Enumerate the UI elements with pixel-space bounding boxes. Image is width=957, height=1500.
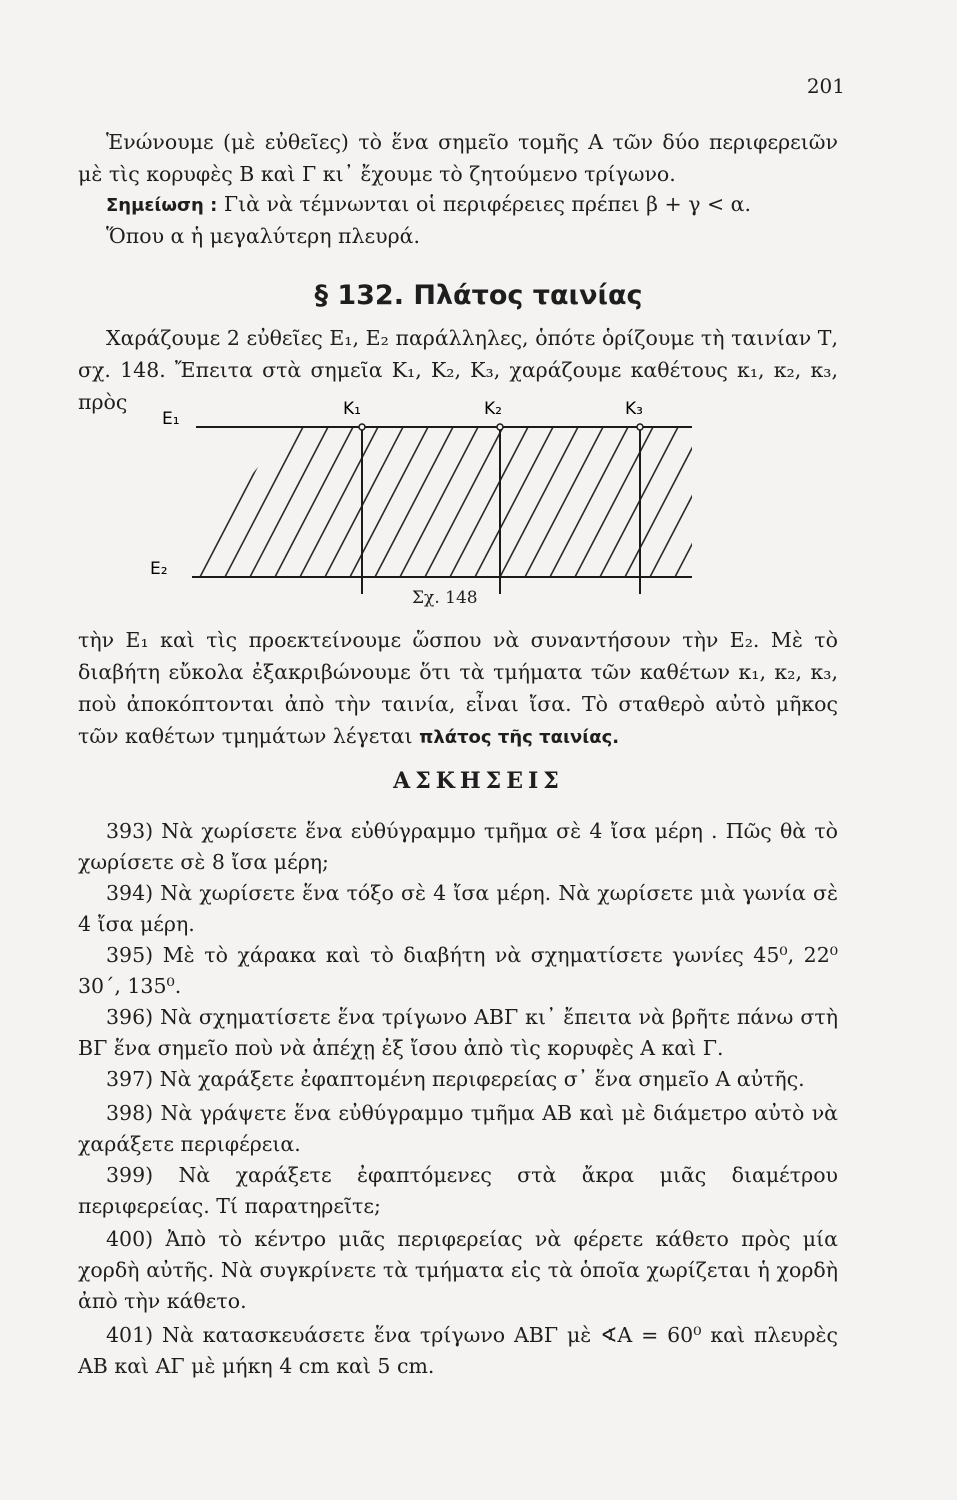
body-paragraph-1: Χαράζουμε 2 εὐθεῖες Ε₁, Ε₂ παράλληλες, ὁπότε ὁρίζουμε τὴ ταινίαν Τ, σχ. 148. Ἔπειτα στὰ σημεῖα Κ₁, Κ₂, Κ₃, χαράζουμε καθέτους κ₁, κ₂, κ₃, πρὸς xyxy=(78,326,838,414)
exercise-394: 394) Νὰ χωρίσετε ἕνα τόξο σὲ 4 ἴσα μέρη. Νὰ χωρίσετε μιὰ γωνία σὲ 4 ἴσα μέρη. xyxy=(78,881,838,936)
intro-paragraph: Ἑνώνουμε (μὲ εὐθεῖες) τὸ ἕνα σημεῖο τομῆς Α τῶν δύο περιφερειῶν μὲ τὶς κορυφὲς Β καὶ Γ κι᾽ ἔχουμε τὸ ζητούμενο τρίγωνο. xyxy=(78,130,838,186)
point-k1 xyxy=(359,424,365,430)
body-paragraph-2-text: τὴν Ε₁ καὶ τὶς προεκτείνουμε ὥσπου νὰ συναντήσουν τὴν Ε₂. Μὲ τὸ διαβήτη εὔκολα ἐξακριβώνουμε ὅτι τὰ τμήματα τῶν καθέτων κ₁, κ₂, κ₃, ποὺ ἀποκόπτονται ἀπὸ τὴν ταινία, εἶναι ἴσα. Τὸ σταθερὸ αὐτὸ μῆκος τῶν καθέτων τμημάτων λέγεται xyxy=(78,628,838,748)
figure-caption: Σχ. 148 xyxy=(412,588,478,608)
note-text: Γιὰ νὰ τέμνωνται οἱ περιφέρειες πρέπει β + γ < α. xyxy=(223,192,752,216)
definition-term: πλάτος τῆς ταινίας. xyxy=(419,727,620,748)
note-label: Σημείωση : xyxy=(106,195,218,216)
exercise-393: 393) Νὰ χωρίσετε ἕνα εὐθύγραμμο τμῆμα σὲ 4 ἴσα μέρη . Πῶς θὰ τὸ χωρίσετε σὲ 8 ἴσα μέρη; xyxy=(78,819,838,874)
label-e1: Ε₁ xyxy=(162,409,180,429)
label-e2: Ε₂ xyxy=(150,559,168,579)
hatching xyxy=(200,427,753,577)
exercise-395: 395) Μὲ τὸ χάρακα καὶ τὸ διαβήτη νὰ σχηματίσετε γωνίες 45⁰, 22⁰ 30΄, 135⁰. xyxy=(78,943,838,998)
point-k2 xyxy=(497,424,503,430)
exercise-396: 396) Νὰ σχηματίσετε ἕνα τρίγωνο ΑΒΓ κι᾽ ἔπειτα νὰ βρῆτε πάνω στὴ ΒΓ ἕνα σημεῖο ποὺ νὰ ἀπέχῃ ἐξ ἴσου ἀπὸ τὶς κορυφὲς Α καὶ Γ. xyxy=(78,1005,838,1060)
exercise-401: 401) Νὰ κατασκευάσετε ἕνα τρίγωνο ΑΒΓ μὲ ∢Α = 60⁰ καὶ πλευρὲς ΑΒ καὶ ΑΓ μὲ μήκη 4 cm καὶ 5 cm. xyxy=(78,1323,838,1378)
label-k1: Κ₁ xyxy=(343,399,361,419)
body-paragraph-2 xyxy=(78,624,838,754)
label-k2: Κ₂ xyxy=(484,399,502,419)
note-paragraph-2: Ὅπου α ἡ μεγαλύτερη πλευρά. xyxy=(106,224,420,248)
exercises-heading: ΑΣΚΗΣΕΙΣ xyxy=(393,768,564,794)
exercise-397: 397) Νὰ χαράξετε ἐφαπτομένη περιφερείας σ᾽ ἕνα σημεῖο Α αὐτῆς. xyxy=(106,1067,805,1091)
exercise-399: 399) Νὰ χαράξετε ἐφαπτόμενες στὰ ἄκρα μιᾶς διαμέτρου περιφερείας. Τί παρατηρεῖτε; xyxy=(78,1163,838,1218)
page-number: 201 xyxy=(806,74,845,98)
exercise-400: 400) Ἀπὸ τὸ κέντρο μιᾶς περιφερείας νὰ φέρετε κάθετο πρὸς μία χορδὴ αὐτῆς. Νὰ συγκρίνετε τὰ τμήματα εἰς τὰ ὁποῖα χωρίζεται ἡ χορδὴ ἀπὸ τὴν κάθετο. xyxy=(78,1227,838,1313)
point-k3 xyxy=(637,424,643,430)
label-k3: Κ₃ xyxy=(625,399,643,419)
section-title: § 132. Πλάτος ταινίας xyxy=(314,280,643,311)
exercise-398: 398) Νὰ γράψετε ἕνα εὐθύγραμμο τμῆμα ΑΒ καὶ μὲ διάμετρο αὐτὸ νὰ χαράξετε περιφέρεια. xyxy=(78,1101,838,1156)
